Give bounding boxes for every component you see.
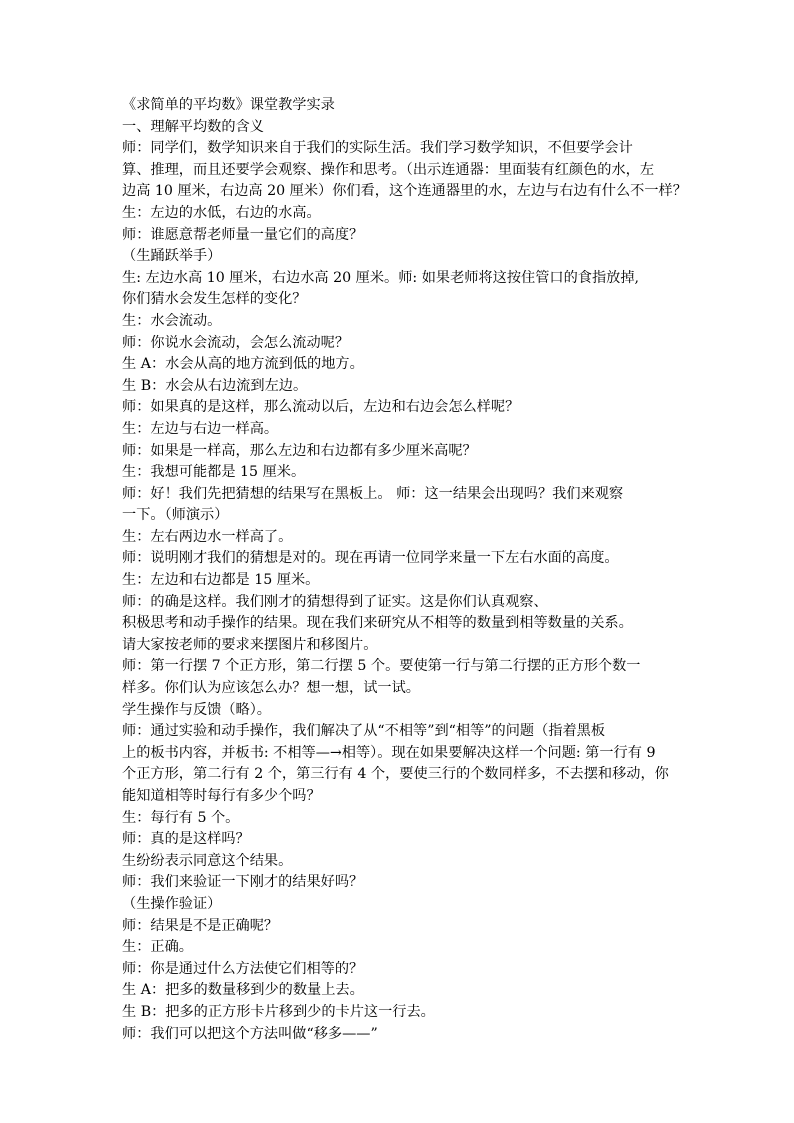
text-line: 师：我们来验证一下刚才的结果好吗？ [122,874,364,891]
text-line: 积极思考和动手操作的结果。现在我们来研究从不相等的数量到相等数量的关系。 [122,615,633,632]
text-line: 个正方形，第二行有 2 个，第三行有 4 个，要使三行的个数同样多，不去摆和移动，你 [122,766,669,783]
text-line: 师：好！我们先把猜想的结果写在黑板上。 师：这一结果会出现吗？我们来观察 [122,485,624,502]
text-line: 师：真的是这样吗？ [122,831,250,848]
text-line: 你们猜水会发生怎样的变化？ [122,291,307,308]
text-line: 生：正确。 [122,939,193,956]
text-line: 生 A：水会从高的地方流到低的地方。 [122,356,364,373]
section-heading: 一、理解平均数的含义 [122,118,264,135]
text-line: （生踊跃举手） [122,248,222,265]
text-line: 师：的确是这样。我们刚才的猜想得到了证实。这是你们认真观察、 [122,593,548,610]
text-line: 师：第一行摆 7 个正方形，第二行摆 5 个。要使第一行与第二行摆的正方形个数一 [122,658,641,675]
text-line: 一下。（师演示） [122,507,229,524]
text-line: 生 B：把多的正方形卡片移到少的卡片这一行去。 [122,1003,435,1020]
text-line: 师：谁愿意帮老师量一量它们的高度？ [122,226,364,243]
text-line: 样多。你们认为应该怎么办？想一想，试一试。 [122,680,420,697]
text-line: 生纷纷表示同意这个结果。 [122,852,293,869]
text-line: 生：每行有 5 个。 [122,809,240,826]
text-line: 能知道相等时每行有多少个吗？ [122,788,321,804]
text-line: 师：通过实验和动手操作，我们解决了从“不相等”到“相等”的问题（指着黑板 [122,723,606,740]
text-line: （生操作验证） [122,895,222,912]
text-line: 学生操作与反馈（略）。 [122,701,271,718]
text-line: 生 A：把多的数量移到少的数量上去。 [122,982,364,999]
text-line: 生：左边的水低，右边的水高。 [122,204,321,221]
text-line: 师：结果是不是正确呢？ [122,917,279,934]
text-line: 师：同学们，数学知识来自于我们的实际生活。我们学习数学知识，不但要学会计 [122,140,633,157]
text-line: 生：水会流动。 [122,312,222,329]
text-line: 师：如果是一样高，那么左边和右边都有多少厘米高呢？ [122,442,477,459]
text-line: 师：如果真的是这样，那么流动以后，左边和右边会怎么样呢？ [122,399,520,416]
text-line: 师：我们可以把这个方法叫做“移多——” [122,1025,378,1042]
text-line: 生 B：水会从右边流到左边。 [122,377,308,394]
text-line: 师：你是通过什么方法使它们相等的？ [122,960,364,977]
text-line: 上的板书内容，并板书: 不相等—→相等）。现在如果要解决这样一个问题: 第一行有 9 [122,744,656,761]
text-line: 生：我想可能都是 15 厘米。 [122,464,306,481]
text-line: 生：左边与右边一样高。 [122,420,279,437]
text-line: 生：左右两边水一样高了。 [122,528,293,545]
text-line: 算、推理，而且还要学会观察、操作和思考。（出示连通器：里面装有红颜色的水，左 [122,161,655,178]
text-line: 请大家按老师的要求来摆图片和移图片。 [122,636,378,653]
text-line: 边高 10 厘米，右边高 20 厘米）你们看，这个连通器里的水，左边与右边有什么不一样？ [122,183,687,200]
text-line: 师：你说水会流动，会怎么流动呢？ [122,334,350,351]
text-line: 生：左边和右边都是 15 厘米。 [122,572,320,589]
text-line: 生: 左边水高 10 厘米，右边水高 20 厘米。师: 如果老师将这按住管口的食指放掉, [122,269,640,286]
document-title: 《求简单的平均数》课堂教学实录 [122,97,335,113]
text-line: 师：说明刚才我们的猜想是对的。现在再请一位同学来量一下左右水面的高度。 [122,550,619,567]
document-body [122,95,687,1045]
